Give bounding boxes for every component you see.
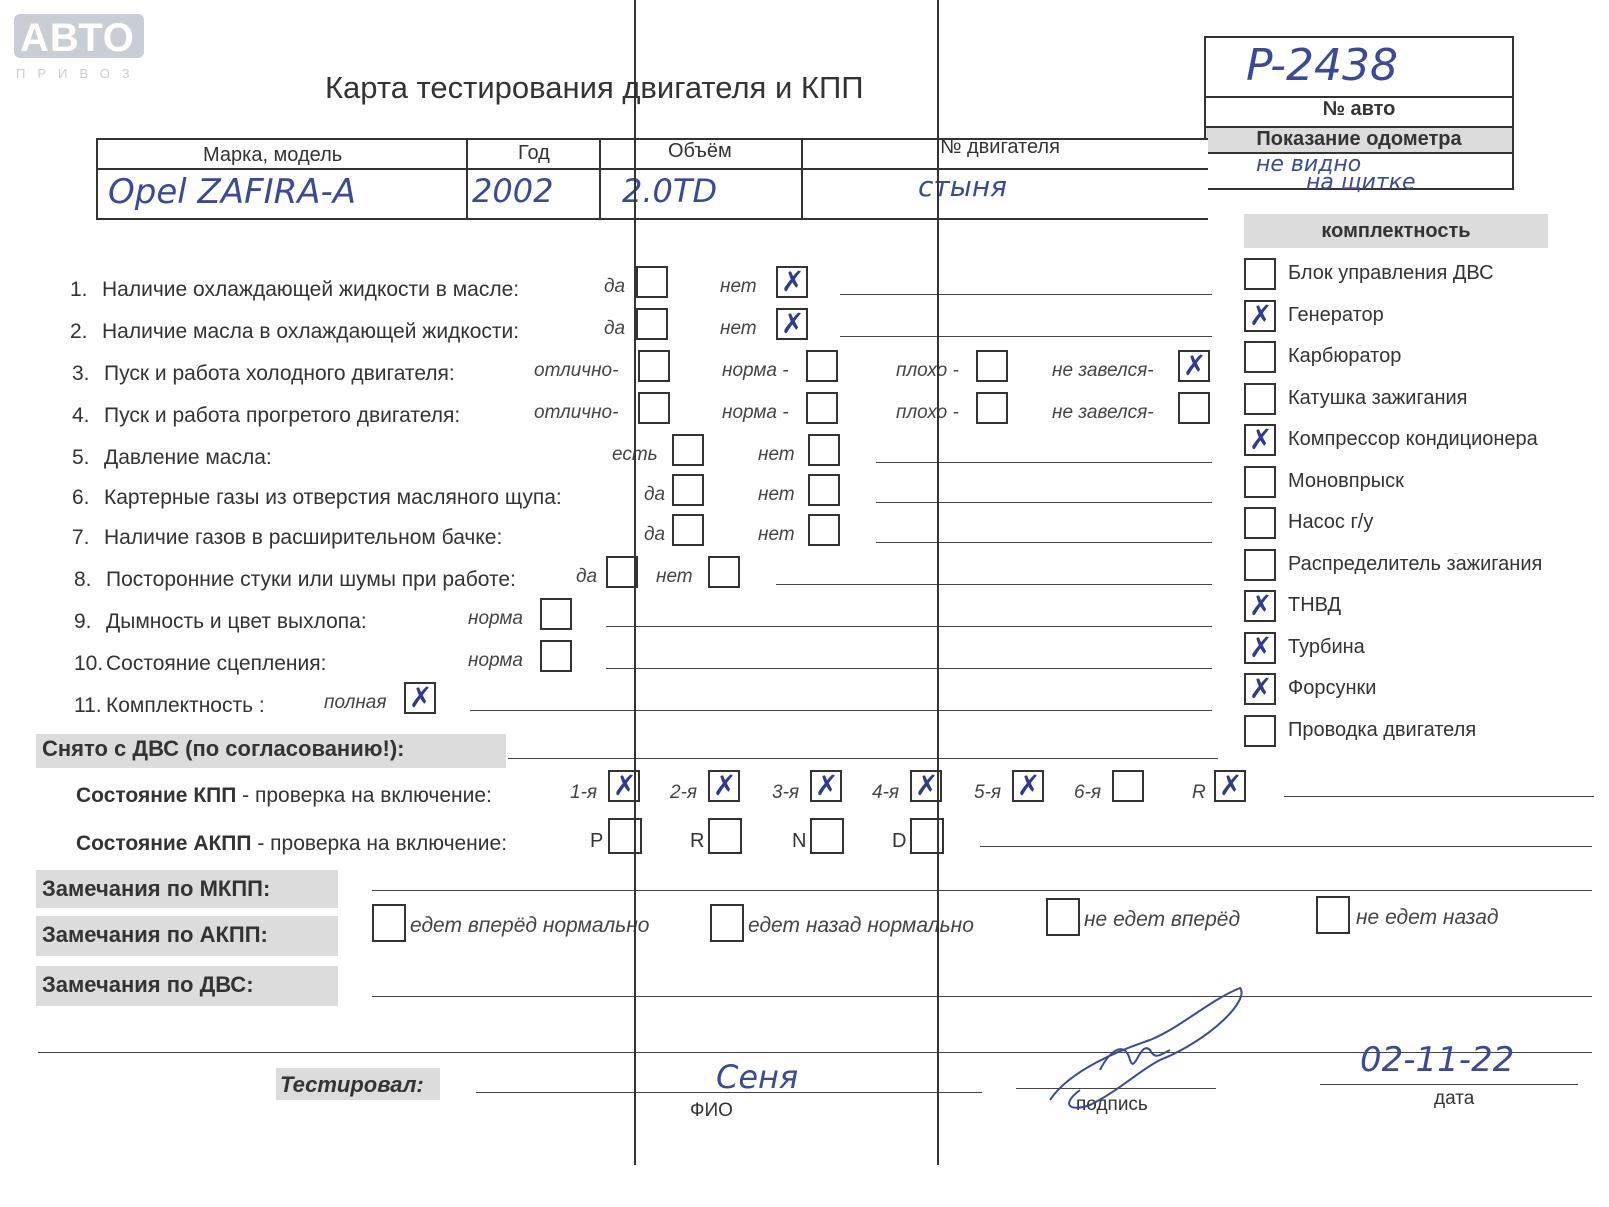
question-number: 10. (74, 652, 104, 675)
option-checkbox[interactable] (540, 640, 572, 672)
tester-name: Сеня (716, 1058, 799, 1096)
kit-checkbox[interactable] (1244, 466, 1276, 498)
question-number: 6. (72, 486, 90, 509)
kit-checkbox[interactable] (1244, 383, 1276, 415)
kit-checkbox[interactable] (1244, 300, 1276, 332)
odometer-value-2: на щитке (1306, 170, 1416, 195)
signature-label: подпись (1076, 1094, 1148, 1115)
question-text: Комплектность : (106, 694, 265, 717)
answer-line (840, 336, 1212, 337)
akpp-remark-checkbox[interactable] (1316, 896, 1350, 934)
car-number-box (1204, 36, 1514, 195)
option-label: отлично- (534, 360, 619, 381)
answer-line (876, 462, 1212, 463)
kit-item: Карбюратор (1288, 345, 1402, 367)
option-checkbox[interactable] (1178, 392, 1210, 424)
kit-checkbox[interactable] (1244, 549, 1276, 581)
kit-checkbox[interactable] (1244, 424, 1276, 456)
kit-item: Проводка двигателя (1288, 718, 1477, 741)
akpp-remark-label: едет назад нормально (748, 914, 974, 937)
remarks-mkpp: Замечания по МКПП: (42, 876, 271, 901)
option-checkbox[interactable] (808, 434, 840, 466)
logo (14, 14, 148, 81)
option-checkbox[interactable] (776, 266, 808, 298)
question-text: Пуск и работа холодного двигателя: (104, 362, 455, 385)
option-checkbox[interactable] (540, 598, 572, 630)
answer-line (840, 294, 1212, 295)
volume-value: 2.0TD (622, 172, 718, 210)
question-text: Пуск и работа прогретого двигателя: (104, 404, 461, 427)
tested-label: Тестировал: (280, 1072, 424, 1097)
question-text: Наличие охлаждающей жидкости в масле: (102, 278, 520, 301)
option-label: не завелся- (1052, 402, 1154, 423)
akpp-mode-label: N (792, 830, 807, 852)
option-label: нет (758, 484, 795, 505)
question-number: 1. (70, 278, 88, 301)
option-label: да (644, 524, 666, 545)
header-engine-no: № двигателя (940, 136, 1060, 158)
question-text: Дымность и цвет выхлопа: (106, 610, 367, 633)
fio-label: ФИО (690, 1100, 733, 1121)
question-number: 2. (70, 320, 88, 343)
kit-item: Катушка зажигания (1288, 386, 1468, 409)
gear-label: 4-я (872, 782, 900, 803)
question-text: Давление масла: (104, 446, 272, 469)
year-value: 2002 (472, 172, 554, 210)
option-label: да (644, 484, 666, 505)
option-checkbox[interactable] (806, 392, 838, 424)
kit-item: Насос г/у (1288, 511, 1374, 533)
akpp-remark-label: не едет вперёд (1084, 908, 1241, 931)
option-checkbox[interactable] (976, 392, 1008, 424)
kit-header: комплектность (1321, 220, 1471, 242)
akpp-mode-label: P (590, 830, 604, 852)
option-checkbox[interactable] (1178, 350, 1210, 382)
kit-checkbox[interactable] (1244, 341, 1276, 373)
kpp-label-rest: - проверка на включение: (236, 784, 492, 807)
gear-checkbox[interactable] (810, 770, 842, 802)
kit-item: Турбина (1288, 635, 1365, 658)
header-volume: Объём (668, 140, 732, 162)
option-checkbox[interactable] (976, 350, 1008, 382)
answer-line (606, 668, 1212, 669)
odometer-header: Показание одометра (1206, 126, 1512, 154)
answer-line (876, 502, 1212, 503)
car-number-value: P-2438 (1246, 40, 1398, 91)
answer-line (470, 710, 1212, 711)
option-checkbox[interactable] (672, 514, 704, 546)
question-number: 5. (72, 446, 90, 469)
option-label: не завелся- (1052, 360, 1154, 381)
logo-main: АВТО (20, 16, 135, 60)
option-checkbox[interactable] (776, 308, 808, 340)
option-label: полная (324, 692, 387, 713)
answer-line (776, 584, 1212, 585)
akpp-remark-checkbox[interactable] (1046, 898, 1080, 936)
car-info-table (96, 138, 1208, 220)
akpp-label-rest: - проверка на включение: (251, 832, 508, 855)
akpp-mode-checkbox[interactable] (708, 818, 742, 854)
akpp-remark-label: не едет назад (1356, 906, 1499, 929)
kit-checkbox[interactable] (1244, 507, 1276, 539)
kit-checkbox[interactable] (1244, 590, 1276, 622)
kit-checkbox[interactable] (1244, 715, 1276, 747)
kit-item: Распределитель зажигания (1288, 552, 1543, 575)
car-number-label: № авто (1322, 98, 1396, 120)
gear-label: 6-я (1074, 782, 1102, 803)
header-model: Марка, модель (203, 144, 343, 166)
gear-label: 2-я (670, 782, 698, 803)
option-checkbox[interactable] (404, 682, 436, 714)
option-label: норма - (722, 402, 789, 423)
option-label: есть (612, 444, 658, 465)
option-label: норма (468, 608, 523, 629)
option-label: да (604, 318, 626, 339)
question-text: Наличие газов в расширительном бачке: (104, 526, 503, 549)
option-checkbox[interactable] (672, 434, 704, 466)
akpp-remark-checkbox[interactable] (710, 904, 744, 942)
question-number: 9. (74, 610, 92, 633)
question-text: Наличие масла в охлаждающей жидкости: (102, 320, 520, 343)
fold-line-2 (937, 0, 939, 1165)
question-number: 8. (74, 568, 92, 591)
option-label: нет (758, 444, 795, 465)
akpp-remark-checkbox[interactable] (372, 904, 406, 942)
remarks-akpp: Замечания по АКПП: (42, 922, 268, 947)
question-text: Посторонние стуки или шумы при работе: (106, 568, 516, 591)
option-checkbox[interactable] (808, 474, 840, 506)
question-number: 11. (74, 694, 102, 717)
option-checkbox[interactable] (708, 556, 740, 588)
option-label: да (604, 276, 626, 297)
kit-item: Моновпрыск (1288, 469, 1404, 492)
option-checkbox[interactable] (672, 474, 704, 506)
odometer-value-1: не видно (1256, 152, 1362, 177)
option-checkbox[interactable] (808, 514, 840, 546)
akpp-mode-checkbox[interactable] (608, 818, 642, 854)
option-label: отлично- (534, 402, 619, 423)
model-value: Opel ZAFIRA-A (108, 172, 357, 212)
option-checkbox[interactable] (636, 266, 668, 298)
gear-checkbox[interactable] (708, 770, 740, 802)
kit-item: ТНВД (1288, 594, 1342, 616)
akpp-mode-label: R (690, 830, 705, 852)
answer-line (606, 626, 1212, 627)
option-checkbox[interactable] (638, 350, 670, 382)
option-label: плохо - (896, 402, 959, 423)
header-year: Год (518, 142, 550, 164)
akpp-label: Состояние АКПП (76, 832, 252, 855)
option-checkbox[interactable] (636, 308, 668, 340)
option-checkbox[interactable] (638, 392, 670, 424)
option-label: нет (656, 566, 693, 587)
kit-item: Блок управления ДВС (1288, 262, 1494, 284)
akpp-mode-checkbox[interactable] (810, 818, 844, 854)
akpp-remark-label: едет вперёд нормально (410, 914, 650, 937)
kit-item: Компрессор кондиционера (1288, 428, 1538, 450)
option-checkbox[interactable] (806, 350, 838, 382)
question-number: 7. (72, 526, 90, 549)
kpp-label: Состояние КПП (76, 784, 237, 807)
date-label: дата (1434, 1088, 1475, 1109)
kit-checkbox[interactable] (1244, 258, 1276, 290)
question-number: 3. (72, 362, 90, 385)
gear-label: 5-я (974, 782, 1002, 803)
question-number: 4. (72, 404, 90, 427)
date-value: 02-11-22 (1360, 1040, 1515, 1080)
option-label: нет (758, 524, 795, 545)
gear-label: 1-я (570, 782, 598, 803)
option-label: да (576, 566, 598, 587)
option-label: норма (468, 650, 523, 671)
fold-line-1 (634, 0, 636, 1165)
gear-checkbox[interactable] (1112, 770, 1144, 802)
removed-label: Снято с ДВС (по согласованию!): (42, 736, 405, 761)
option-label: норма - (722, 360, 789, 381)
answer-line (876, 542, 1212, 543)
option-label: плохо - (896, 360, 959, 381)
gear-label: 3-я (772, 782, 800, 803)
question-text: Картерные газы из отверстия масляного щупа: (104, 486, 562, 509)
signature-icon (1040, 980, 1270, 1130)
engine-no-value: стыня (918, 170, 1007, 203)
question-text: Состояние сцепления: (106, 652, 327, 675)
kit-checkbox[interactable] (1244, 673, 1276, 705)
option-label: нет (720, 276, 757, 297)
kit-item: Генератор (1288, 303, 1384, 326)
logo-sub: ПРИВОЗ (16, 66, 142, 81)
gear-checkbox[interactable] (1012, 770, 1044, 802)
gear-label: R (1192, 782, 1206, 803)
kit-checkbox[interactable] (1244, 632, 1276, 664)
remarks-dvs: Замечания по ДВС: (42, 972, 254, 997)
kit-item: Форсунки (1288, 677, 1377, 699)
option-label: нет (720, 318, 757, 339)
page-title: Карта тестирования двигателя и КПП (325, 70, 864, 105)
akpp-mode-label: D (892, 830, 907, 852)
gear-checkbox[interactable] (1214, 770, 1246, 802)
